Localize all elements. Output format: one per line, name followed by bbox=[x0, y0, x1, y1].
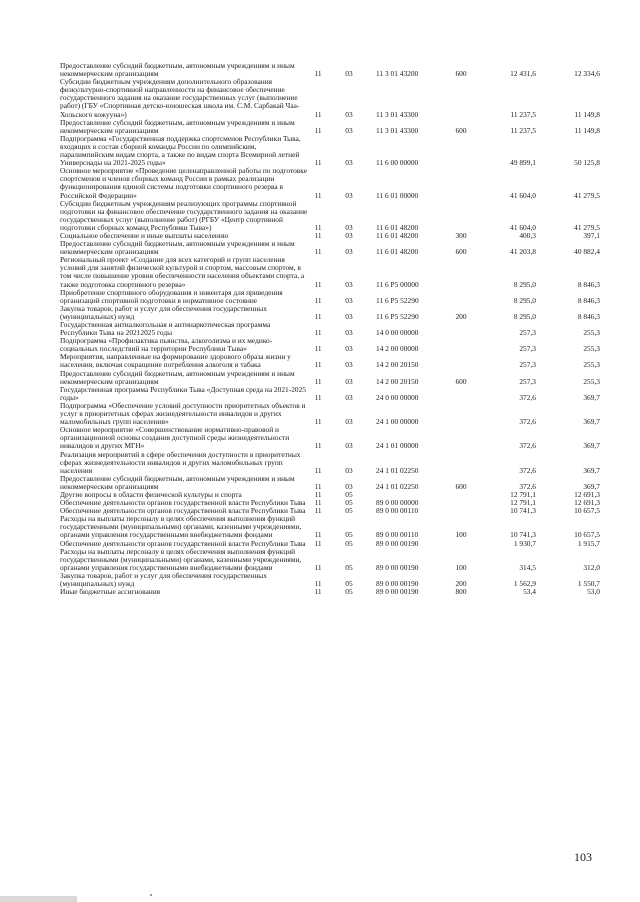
cell-vr: 200 bbox=[455, 311, 467, 321]
cell-a1: 372,6 bbox=[519, 392, 536, 402]
table-row bbox=[60, 353, 600, 369]
row-name: Расходы на выплаты персоналу в целях обеспечения выполнения функций государственными (муниципальными) органами, казенными учреждениями, органами управления государственными внебюджетными фондами bbox=[60, 546, 302, 572]
cell-a2: 8 846,3 bbox=[577, 311, 600, 321]
cell-pr: 05 bbox=[345, 489, 353, 499]
cell-pr: 03 bbox=[345, 481, 353, 491]
cell-a2: 369,7 bbox=[583, 441, 600, 451]
cell-pr: 03 bbox=[345, 441, 353, 451]
table-row bbox=[60, 426, 600, 450]
cell-a2: 8 846,3 bbox=[577, 295, 600, 305]
cell-a2: 41 279,5 bbox=[574, 190, 600, 200]
cell-pr: 05 bbox=[345, 506, 353, 516]
row-name: Закупка товаров, работ и услуг для обеспечения государственных (муниципальных) нужд bbox=[60, 570, 267, 588]
cell-pr: 05 bbox=[345, 498, 353, 508]
cell-a1: 8 295,0 bbox=[513, 311, 536, 321]
cell-a1: 400,3 bbox=[519, 230, 536, 240]
cell-rz: 11 bbox=[314, 247, 322, 257]
cell-pr: 03 bbox=[345, 295, 353, 305]
cell-a2: 12 691,3 bbox=[574, 498, 600, 508]
cell-cs: 14 2 00 20150 bbox=[376, 360, 419, 370]
row-name: Субсидии бюджетным учреждениям дополнительного образования физкультурно-спортивной направленности на финансовое обеспечение государственного задания на оказание государственных услуг (выполнение работ) (ГБУ «Спортивная детско-юношеская школа им. С.М. Сарбакай Чаа-Хольского кожууна») bbox=[60, 77, 300, 119]
row-name: Подпрограмма «Профилактика пьянства, алкоголизма и их медико-социальных последствий на территории Республики Тыва» bbox=[60, 336, 273, 354]
row-name: Социальное обеспечение и иные выплаты населению bbox=[60, 230, 229, 240]
row-name: Другие вопросы в области физической культуры и спорта bbox=[60, 489, 242, 499]
cell-a1: 41 604,0 bbox=[510, 190, 536, 200]
cell-a1: 372,6 bbox=[519, 441, 536, 451]
row-name: Субсидии бюджетным учреждениям реализующих программы спортивной подготовки на финансовое обеспечение государственного задания на оказание государственных услуг (выполнение работ) (РГБУ «Центр спортивной подготовки сборных команд Республики Тыва») bbox=[60, 198, 308, 232]
cell-pr: 03 bbox=[345, 311, 353, 321]
cell-pr: 05 bbox=[345, 587, 353, 597]
cell-cs: 89 0 00 00110 bbox=[376, 530, 419, 540]
cell-a2: 40 882,4 bbox=[574, 247, 600, 257]
cell-pr: 05 bbox=[345, 579, 353, 588]
table-row bbox=[60, 78, 600, 118]
table-row bbox=[60, 451, 600, 475]
cell-pr: 03 bbox=[345, 125, 353, 135]
table-row bbox=[60, 337, 600, 353]
cell-vr: 600 bbox=[455, 481, 467, 491]
cell-cs: 89 0 00 00110 bbox=[376, 506, 419, 516]
row-name: Основное мероприятие «Совершенствование нормативно-правовой и организационной основы создания доступной среды жизнедеятельности инвалидов и других МГН» bbox=[60, 425, 290, 451]
row-name: Реализация мероприятий в сфере обеспечения доступности в приоритетных сферах жизнедеятельности инвалидов и других маломобильных групп населения bbox=[60, 449, 301, 475]
cell-a2: 312,0 bbox=[583, 562, 600, 572]
row-name: Государственная программа Республики Тыва «Доступная среда на 2021-2025 годы» bbox=[60, 384, 306, 402]
cell-a2: 11 149,8 bbox=[574, 109, 600, 119]
cell-a1: 10 741,3 bbox=[510, 530, 536, 540]
row-name: Предоставление субсидий бюджетным, автономным учреждениям и иным некоммерческим организациям bbox=[60, 239, 295, 257]
cell-a2: 369,7 bbox=[583, 465, 600, 475]
cell-pr: 03 bbox=[345, 230, 353, 240]
cell-pr: 03 bbox=[345, 465, 353, 475]
cell-a1: 10 741,3 bbox=[510, 506, 536, 516]
table-row bbox=[60, 475, 600, 491]
cell-rz: 11 bbox=[314, 158, 322, 168]
cell-vr: 600 bbox=[455, 125, 467, 135]
cell-a1: 1 562,9 bbox=[513, 579, 536, 588]
cell-rz: 11 bbox=[314, 481, 322, 491]
row-name: Региональный проект «Создание для всех категорий и групп населения условий для занятий физической культурой и спортом, массовым спортом, в том числе повышение уровня обеспеченности населения объектами спорта, а также подготовка спортивного резерва» bbox=[60, 255, 305, 289]
row-name: Приобретение спортивного оборудования и инвентаря для приведения организаций спортивной подготовки в нормативное состояние bbox=[60, 287, 283, 305]
cell-rz: 11 bbox=[314, 295, 322, 305]
cell-rz: 11 bbox=[314, 311, 322, 321]
cell-a2: 255,3 bbox=[583, 376, 600, 386]
cell-pr: 03 bbox=[345, 392, 353, 402]
cell-cs: 89 0 00 00000 bbox=[376, 498, 419, 508]
cell-rz: 11 bbox=[314, 587, 322, 597]
cell-rz: 11 bbox=[314, 125, 322, 135]
table-row bbox=[60, 256, 600, 288]
cell-rz: 11 bbox=[314, 222, 322, 232]
cell-rz: 11 bbox=[314, 344, 322, 354]
row-name: Государственная антиалкогольная и антинаркотическая программа Республики Тыва на 20212025 годы bbox=[60, 320, 271, 338]
cell-a2: 10 657,5 bbox=[574, 530, 600, 540]
cell-a2: 369,7 bbox=[583, 417, 600, 427]
cell-pr: 03 bbox=[345, 69, 353, 79]
cell-rz: 11 bbox=[314, 376, 322, 386]
cell-a1: 372,6 bbox=[519, 481, 536, 491]
table-row bbox=[60, 588, 600, 596]
cell-a2: 41 279,5 bbox=[574, 222, 600, 232]
cell-a2: 10 657,5 bbox=[574, 506, 600, 516]
scan-edge bbox=[0, 896, 640, 902]
cell-pr: 03 bbox=[345, 328, 353, 338]
cell-cs: 11 6 00 00000 bbox=[376, 158, 419, 168]
cell-a2: 255,3 bbox=[583, 328, 600, 338]
table-row bbox=[60, 386, 600, 402]
cell-a2: 1 915,7 bbox=[577, 538, 600, 548]
cell-a1: 41 203,8 bbox=[510, 247, 536, 257]
table-row bbox=[60, 515, 600, 539]
cell-a1: 49 899,1 bbox=[510, 158, 536, 168]
cell-cs: 11 6 01 48200 bbox=[376, 247, 419, 257]
cell-a2: 1 550,7 bbox=[577, 579, 600, 588]
cell-a2: 8 846,3 bbox=[577, 279, 600, 289]
cell-a2: 12 691,3 bbox=[574, 489, 600, 499]
cell-cs: 11 6 01 00000 bbox=[376, 190, 419, 200]
cell-a2: 50 125,8 bbox=[574, 158, 600, 168]
row-name: Подпрограмма «Обеспечение условий доступности приоритетных объектов и услуг в приоритетных сферах жизнедеятельности инвалидов и других маломобильных групп населения» bbox=[60, 400, 306, 427]
cell-a1: 257,3 bbox=[519, 376, 536, 386]
cell-a1: 41 604,0 bbox=[510, 222, 536, 232]
cell-rz: 11 bbox=[314, 328, 322, 338]
table-row bbox=[60, 119, 600, 135]
cell-cs: 11 6 P5 52290 bbox=[376, 295, 419, 305]
table-row bbox=[60, 62, 600, 78]
cell-rz: 11 bbox=[314, 360, 322, 370]
table-row bbox=[60, 305, 600, 321]
cell-rz: 11 bbox=[314, 489, 322, 499]
row-name: Расходы на выплаты персоналу в целях обеспечения выполнения функций государственными (муниципальными) органами, казенными учреждениями, органами управления государственными внебюджетными фондами bbox=[60, 514, 302, 540]
cell-a2: 397,1 bbox=[583, 230, 600, 240]
cell-cs: 11 6 P5 52290 bbox=[376, 311, 419, 321]
row-name: Подпрограмма «Государственная поддержка спортсменов Республики Тыва, входящих в состав сборной команды России по олимпийским, паралимпийским видам спорта, а также по видам спорта Всемирной летней Универсиады на 2021-2025 годы» bbox=[60, 133, 301, 168]
cell-cs: 24 1 01 02250 bbox=[376, 481, 419, 491]
cell-pr: 03 bbox=[345, 247, 353, 257]
cell-a1: 257,3 bbox=[519, 360, 536, 370]
row-name: Обеспечение деятельности органов государственной власти Республики Тыва bbox=[60, 538, 306, 548]
cell-a1: 8 295,0 bbox=[513, 295, 536, 305]
table-row bbox=[60, 200, 600, 232]
row-name: Предоставление субсидий бюджетным, автономным учреждениям и иным некоммерческим организациям bbox=[60, 368, 295, 386]
cell-cs: 11 3 01 43200 bbox=[376, 69, 419, 79]
table-row bbox=[60, 167, 600, 199]
table-row bbox=[60, 370, 600, 386]
cell-a1: 257,3 bbox=[519, 328, 536, 338]
cell-a1: 11 237,5 bbox=[510, 109, 536, 119]
cell-vr: 600 bbox=[455, 69, 467, 79]
cell-cs: 14 0 00 00000 bbox=[376, 328, 419, 338]
cell-a2: 255,3 bbox=[583, 344, 600, 354]
cell-a1: 1 930,7 bbox=[513, 538, 536, 548]
cell-rz: 11 bbox=[314, 230, 322, 240]
cell-pr: 05 bbox=[345, 530, 353, 540]
cell-vr: 100 bbox=[455, 530, 467, 540]
cell-cs: 89 0 00 00190 bbox=[376, 562, 419, 572]
row-name: Предоставление субсидий бюджетным, автономным учреждениям и иным некоммерческим организациям bbox=[60, 61, 295, 79]
cell-rz: 11 bbox=[314, 279, 322, 289]
row-name: Закупка товаров, работ и услуг для обеспечения государственных (муниципальных) нужд bbox=[60, 303, 267, 321]
cell-pr: 03 bbox=[345, 360, 353, 370]
cell-cs: 24 1 00 00000 bbox=[376, 417, 419, 427]
cell-a2: 369,7 bbox=[583, 481, 600, 491]
cell-rz: 11 bbox=[314, 562, 322, 572]
cell-cs: 89 0 00 00190 bbox=[376, 538, 419, 548]
table-row bbox=[60, 135, 600, 167]
cell-rz: 11 bbox=[314, 417, 322, 427]
cell-cs: 11 3 01 43300 bbox=[376, 125, 419, 135]
cell-rz: 11 bbox=[314, 530, 322, 540]
cell-cs: 11 3 01 43300 bbox=[376, 109, 419, 119]
cell-cs: 14 2 00 00000 bbox=[376, 344, 419, 354]
cell-pr: 05 bbox=[345, 562, 353, 572]
cell-a1: 12 791,1 bbox=[510, 489, 536, 499]
cell-pr: 03 bbox=[345, 344, 353, 354]
cell-rz: 11 bbox=[314, 69, 322, 79]
cell-cs: 89 0 00 00190 bbox=[376, 579, 419, 588]
cell-cs: 11 6 P5 00000 bbox=[376, 279, 419, 289]
cell-rz: 11 bbox=[314, 579, 322, 588]
table-row bbox=[60, 289, 600, 305]
cell-a2: 11 149,8 bbox=[574, 125, 600, 135]
cell-a1: 314,5 bbox=[519, 562, 536, 572]
row-name: Основное мероприятие «Проведение целенаправленной работы по подготовке спортсменов и членов сборных команд России в рамках реализации функционирования единой системы подготовки спортивного резерва в Российской Федерации» bbox=[60, 166, 307, 200]
cell-cs: 14 2 00 20150 bbox=[376, 376, 419, 386]
cell-rz: 11 bbox=[314, 465, 322, 475]
cell-a2: 12 334,6 bbox=[574, 69, 600, 79]
cell-pr: 03 bbox=[345, 417, 353, 427]
cell-rz: 11 bbox=[314, 441, 322, 451]
cell-pr: 03 bbox=[345, 279, 353, 289]
cell-rz: 11 bbox=[314, 538, 322, 548]
cell-a2: 369,7 bbox=[583, 392, 600, 402]
row-name: Предоставление субсидий бюджетным, автономным учреждениям и иным некоммерческим организациям bbox=[60, 473, 295, 491]
cell-rz: 11 bbox=[314, 506, 322, 516]
cell-vr: 300 bbox=[455, 230, 467, 240]
table-row bbox=[60, 240, 600, 256]
cell-pr: 03 bbox=[345, 222, 353, 232]
cell-cs: 24 0 00 00000 bbox=[376, 392, 419, 402]
cell-pr: 05 bbox=[345, 538, 353, 548]
budget-table bbox=[60, 62, 600, 596]
cell-a1: 12 431,6 bbox=[510, 69, 536, 79]
cell-vr: 200 bbox=[455, 579, 467, 588]
cell-a1: 257,3 bbox=[519, 344, 536, 354]
cell-a1: 372,6 bbox=[519, 465, 536, 475]
cell-cs: 24 1 01 00000 bbox=[376, 441, 419, 451]
table-row bbox=[60, 321, 600, 337]
row-name: Иные бюджетные ассигнования bbox=[60, 587, 161, 597]
cell-vr: 600 bbox=[455, 247, 467, 257]
table-row bbox=[60, 402, 600, 426]
cell-a1: 53,4 bbox=[523, 587, 536, 597]
cell-cs: 24 1 01 02250 bbox=[376, 465, 419, 475]
page-number: 103 bbox=[574, 850, 592, 864]
cell-cs: 89 0 00 00190 bbox=[376, 587, 419, 597]
cell-rz: 11 bbox=[314, 109, 322, 119]
cell-pr: 03 bbox=[345, 158, 353, 168]
row-name: Предоставление субсидий бюджетным, автономным учреждениям и иным некоммерческим организациям bbox=[60, 117, 295, 135]
cell-a1: 11 237,5 bbox=[510, 125, 536, 135]
cell-pr: 03 bbox=[345, 109, 353, 119]
cell-a1: 372,6 bbox=[519, 417, 536, 427]
cell-pr: 03 bbox=[345, 376, 353, 386]
row-name: Обеспечение деятельности органов государственной власти Республики Тыва bbox=[60, 506, 306, 516]
row-name: Обеспечение деятельности органов государственной власти Республики Тыва bbox=[60, 498, 306, 508]
cell-a2: 255,3 bbox=[583, 360, 600, 370]
row-name: Мероприятия, направленные на формирование здорового образа жизни у населения, включая сокращение потребления алкоголя и табака bbox=[60, 352, 291, 370]
cell-rz: 11 bbox=[314, 392, 322, 402]
cell-vr: 600 bbox=[455, 376, 467, 386]
cell-cs: 11 6 01 48200 bbox=[376, 230, 419, 240]
cell-a1: 12 791,1 bbox=[510, 498, 536, 508]
cell-rz: 11 bbox=[314, 190, 322, 200]
cell-vr: 100 bbox=[455, 562, 467, 572]
cell-vr: 800 bbox=[455, 587, 467, 597]
cell-pr: 03 bbox=[345, 190, 353, 200]
cell-a2: 53,0 bbox=[587, 587, 600, 597]
cell-rz: 11 bbox=[314, 498, 322, 508]
cell-a1: 8 295,0 bbox=[513, 279, 536, 289]
table-row bbox=[60, 572, 600, 588]
cell-cs: 11 6 01 48200 bbox=[376, 222, 419, 232]
table-row bbox=[60, 548, 600, 572]
